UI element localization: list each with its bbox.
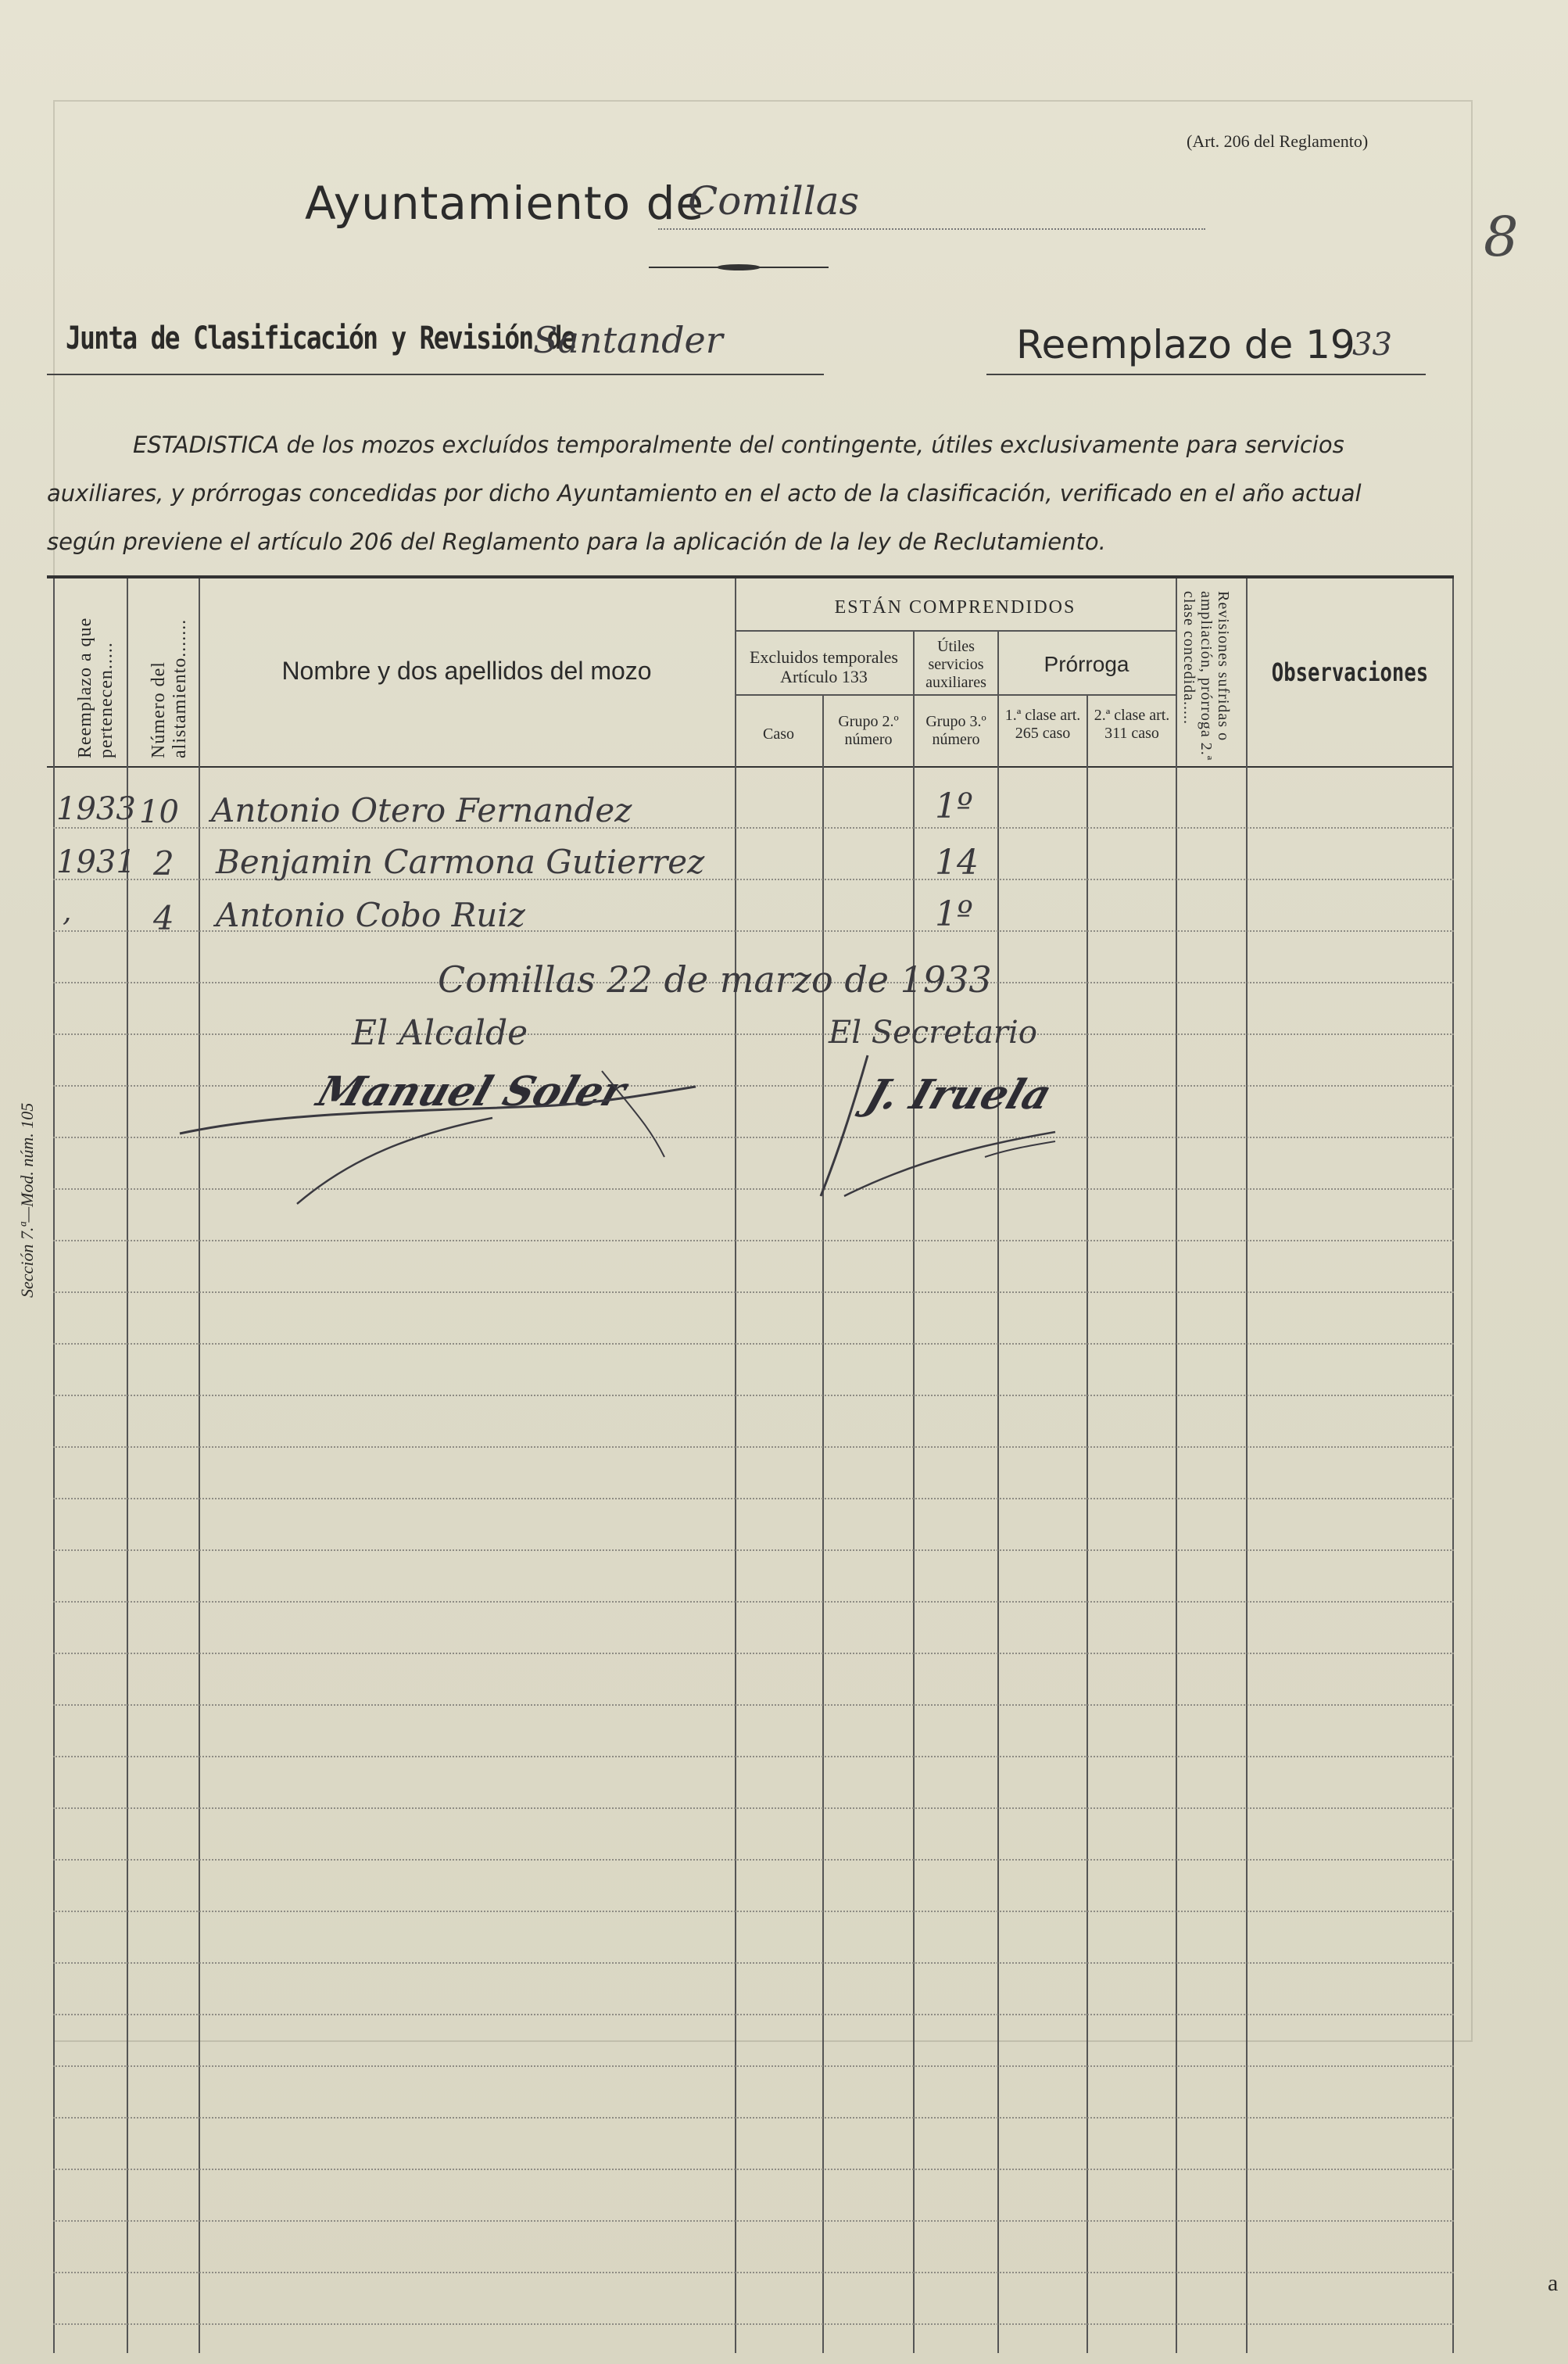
header-excluidos-title: Excluidos temporales (749, 647, 898, 667)
subheader-divider-right (997, 694, 1176, 696)
ruled-line (53, 1601, 1454, 1603)
place-date: Comillas 22 de marzo de 1933 (438, 958, 992, 1001)
page-number-mark: 8 (1484, 205, 1519, 269)
ayuntamiento-label: Ayuntamiento de (305, 177, 705, 230)
row-3-grupo3: 1º (935, 894, 973, 934)
col-divider-1 (53, 578, 55, 2353)
ayuntamiento-value: Comillas (688, 178, 860, 224)
reemplazo-label: Reemplazo de 19 (1016, 322, 1355, 367)
col-divider-3 (199, 578, 200, 2353)
ruled-line (53, 1033, 1454, 1035)
row-2-nombre: Benjamin Carmona Gutierrez (216, 843, 705, 881)
ruled-line (53, 1343, 1454, 1345)
intro-line-2: auxiliares, y prórrogas concedidas por dicho Ayuntamiento en el acto de la clasificación, verificado en el año actual (47, 480, 1362, 507)
header-prorroga: Prórroga (1044, 652, 1129, 676)
alcalde-label: El Alcalde (352, 1013, 528, 1053)
junta-underline (47, 374, 824, 375)
ruled-line (53, 1807, 1454, 1809)
ayuntamiento-dotted-line (658, 228, 1205, 230)
header-clase2: 2.ª clase art. 311 caso (1094, 707, 1170, 742)
junta-value: Santander (533, 319, 723, 361)
ruled-line (53, 1653, 1454, 1654)
row-2-reemplazo: 1931 (56, 844, 136, 880)
header-revisiones: Revisiones sufridas o ampliación, prórroga 2.ª clase concedida..... (1180, 591, 1232, 761)
ruled-line (53, 1240, 1454, 1241)
ruled-line (53, 1395, 1454, 1396)
header-clase1: 1.ª clase art. 265 caso (1004, 707, 1081, 742)
form-model-note: Sección 7.ª—Mod. núm. 105 (17, 1102, 37, 1298)
row-1-grupo3: 1º (935, 786, 973, 826)
intro-lead: ESTADISTICA (133, 432, 280, 458)
intro-line-3: según previene el artículo 206 del Reglamento para la aplicación de la ley de Reclutamiento. (47, 528, 1106, 555)
col-divider-7 (997, 632, 999, 2353)
article-reference: (Art. 206 del Reglamento) (1187, 131, 1369, 151)
header-grupo2: Grupo 2.º número (838, 713, 899, 748)
alcalde-signature-flourish (164, 1040, 727, 1212)
intro-line-1 (133, 432, 1344, 458)
ruled-line (53, 1498, 1454, 1499)
ruled-line (53, 1962, 1454, 1964)
corner-mark: a (1548, 2270, 1559, 2296)
row-2-numero: 2 (153, 844, 174, 883)
header-numero: Número del alistamiento....... (149, 618, 190, 758)
row-1-reemplazo: 1933 (56, 791, 136, 827)
ruled-line (53, 1549, 1454, 1551)
header-observaciones: Observaciones (1271, 657, 1429, 687)
table-top-border (47, 575, 1454, 578)
estan-underline (735, 630, 1176, 632)
row-3-reemplazo: , (63, 896, 72, 928)
header-estan: ESTÁN COMPRENDIDOS (834, 597, 1076, 618)
col-divider-8 (1087, 696, 1088, 2353)
header-reemplazo: Reemplazo a que pertenecen..... (75, 617, 116, 758)
row-3-nombre: Antonio Cobo Ruiz (216, 896, 525, 934)
col-divider-5 (822, 696, 824, 2353)
ruled-line (53, 2323, 1454, 2325)
row-1-nombre: Antonio Otero Fernandez (211, 791, 632, 829)
col-divider-10 (1246, 578, 1248, 2353)
col-divider-9 (1176, 578, 1177, 2353)
ruled-line (53, 1446, 1454, 1448)
reemplazo-underline (986, 374, 1426, 375)
ruled-line (53, 1291, 1454, 1293)
secretario-signature: J. Iruela (860, 1071, 1058, 1119)
header-excluidos (735, 647, 913, 687)
ruled-line (53, 2272, 1454, 2273)
junta-label: Junta de Clasificación y Revisión de (66, 321, 575, 356)
ruled-line (53, 1704, 1454, 1706)
row-1-numero: 10 (139, 794, 179, 830)
col-divider-6 (913, 632, 915, 2353)
row-2-grupo3: 14 (935, 843, 979, 883)
ruled-line (53, 2117, 1454, 2119)
subheader-divider-left (735, 694, 997, 696)
alcalde-signature: Manuel Soler (311, 1068, 632, 1116)
secretario-signature-flourish (797, 1040, 1126, 1212)
ruled-line (53, 1859, 1454, 1861)
header-ornament (649, 260, 829, 264)
row-3-numero: 4 (153, 899, 174, 937)
header-caso: Caso (763, 725, 794, 743)
header-grupo3: Grupo 3.º número (925, 713, 986, 748)
header-utiles: Útiles servicios auxiliares (925, 638, 986, 691)
ruled-line (53, 1911, 1454, 1912)
header-articulo: Artículo 133 (780, 667, 868, 687)
ruled-line (53, 2065, 1454, 2067)
secretario-label: El Secretario (829, 1015, 1037, 1051)
ruled-line (53, 1756, 1454, 1757)
reemplazo-value: 33 (1352, 327, 1392, 363)
header-nombre: Nombre y dos apellidos del mozo (281, 657, 652, 685)
table-header-bottom (47, 766, 1454, 768)
ruled-line (53, 2169, 1454, 2170)
intro-text-1: de los mozos excluídos temporalmente del contingente, útiles exclusivamente para servicios (279, 432, 1344, 458)
ruled-line (53, 2014, 1454, 2015)
col-divider-11 (1452, 578, 1454, 2353)
col-divider-4 (735, 578, 736, 2353)
ruled-line (53, 2220, 1454, 2222)
